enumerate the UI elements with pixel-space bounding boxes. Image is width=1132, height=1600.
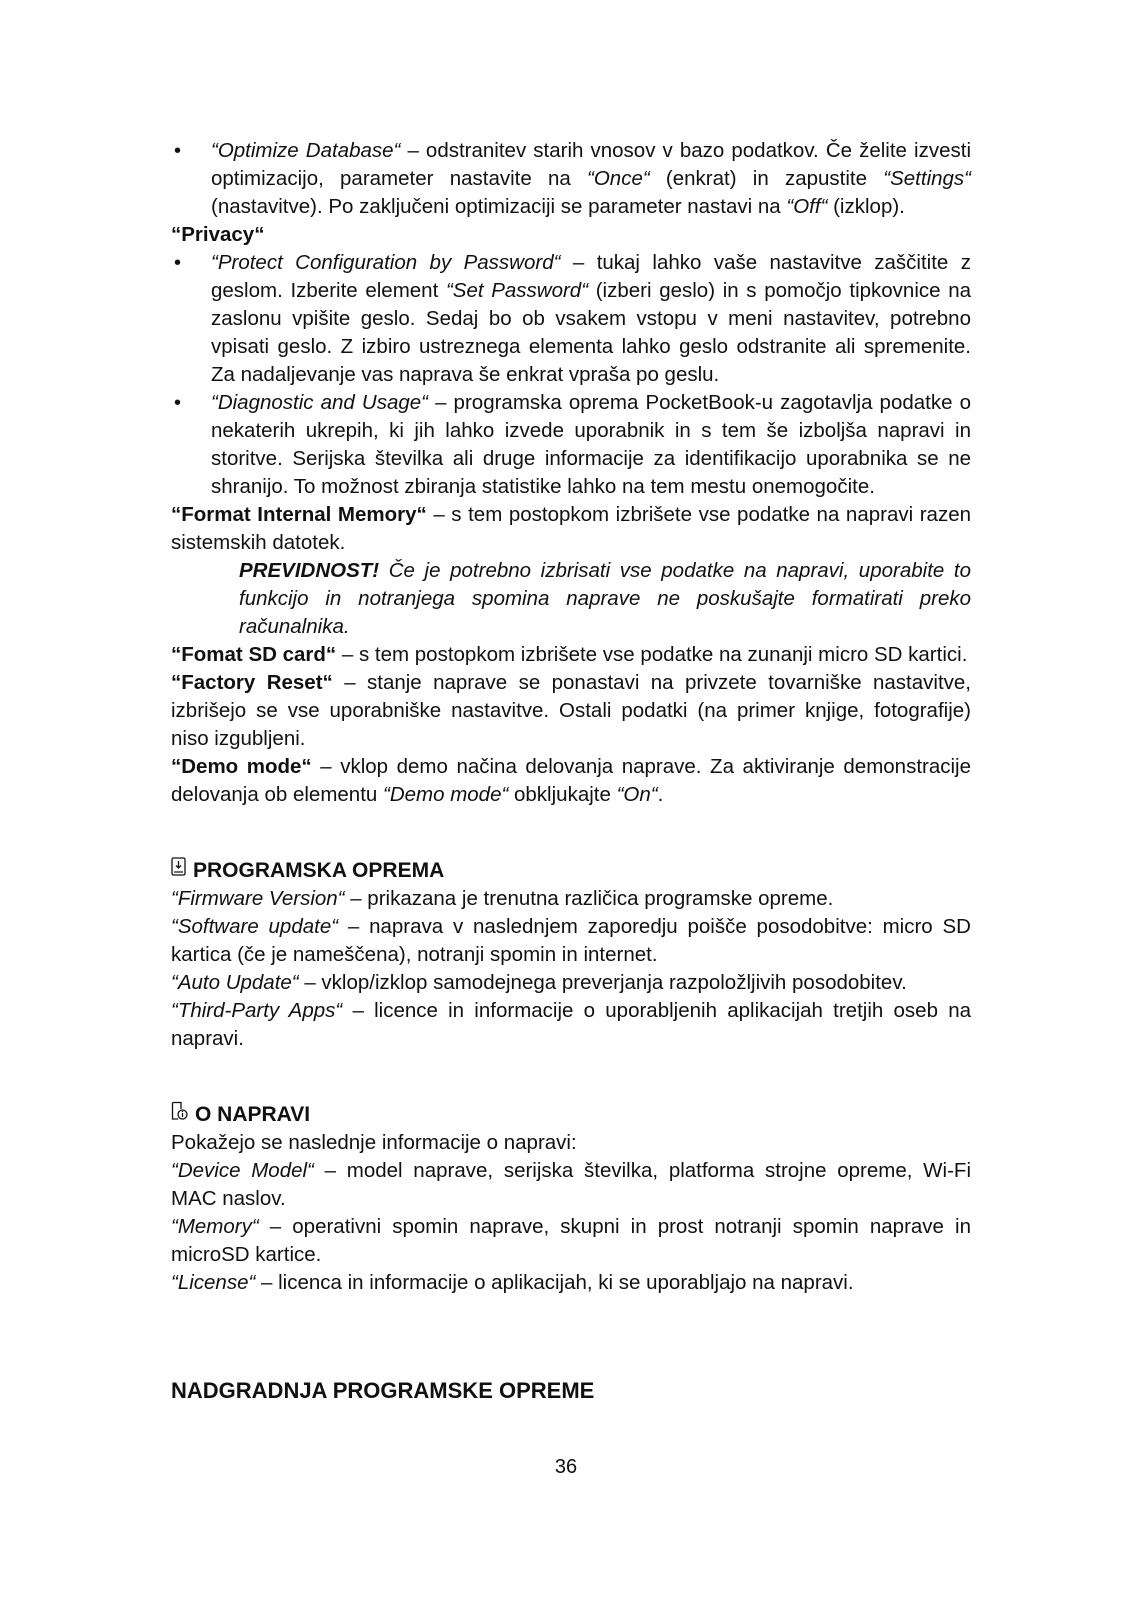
term: “License“: [171, 1271, 256, 1294]
term: “Memory“: [171, 1215, 259, 1238]
section-title: O NAPRAVI: [195, 1103, 311, 1126]
term: “Auto Update“: [171, 971, 299, 994]
privacy-heading: “Privacy“: [171, 223, 265, 246]
third-party-line: [171, 997, 971, 1053]
text: – tukaj lahko vaše nastavitve zaščitite z geslom. Izberite element: [211, 251, 971, 302]
term: “Third-Party Apps“: [171, 999, 343, 1022]
list-item: [171, 249, 971, 389]
text: – prikazana je trenutna različica programske opreme.: [344, 887, 834, 910]
page-content: [171, 137, 971, 1297]
text: – odstranitev starih vnosov v bazo podatkov. Če želite izvesti optimizacijo, parameter nastavite na: [211, 139, 971, 190]
list-item: [171, 137, 971, 221]
text: (izklop).: [827, 195, 905, 218]
text: (izberi geslo) in s pomočjo tipkovnice na zaslonu vpišite geslo. Sedaj bo ob vsakem vstopu v meni nastavitev, potrebno vpisati geslo. Z izbiro ustreznega elementa lahko geslo odstranite ali spremenite. Za nadaljevanje vas naprava še enkrat vpraša po geslu.: [211, 279, 971, 386]
section-title: PROGRAMSKA OPREMA: [193, 859, 445, 882]
section-about: [171, 1101, 971, 1129]
text: – operativni spomin naprave, skupni in prost notranji spomin naprave in microSD kartice.: [171, 1215, 971, 1266]
license-line: [171, 1269, 971, 1297]
term: “Device Model“: [171, 1159, 314, 1182]
text: – naprava v naslednjem zaporedju poišče posodobitve: micro SD kartica (če je nameščena), notranji spomin in internet.: [171, 915, 971, 966]
term: “Factory Reset“: [171, 671, 333, 694]
download-icon: [171, 857, 187, 885]
term: “Off“: [786, 195, 828, 218]
term: “Settings“: [883, 167, 972, 190]
format-internal-paragraph: [171, 501, 971, 557]
factory-reset-paragraph: [171, 669, 971, 753]
term: “Firmware Version“: [171, 887, 345, 910]
term: “Protect Configuration by Password“: [211, 251, 561, 274]
page-number: 36: [554, 1456, 578, 1478]
term: “Optimize Database“: [211, 139, 401, 162]
text: .: [657, 783, 664, 806]
section-software: [171, 857, 971, 885]
text: – licence in informacije o uporabljenih aplikacijah tretjih oseb na napravi.: [171, 999, 971, 1050]
text: – model naprave, serijska številka, platforma strojne opreme, Wi-Fi MAC naslov.: [171, 1159, 971, 1210]
memory-line: [171, 1213, 971, 1269]
term: “Diagnostic and Usage“: [211, 391, 428, 414]
term: “Once“: [587, 167, 650, 190]
privacy-list: [171, 249, 971, 501]
upgrade-heading: NADGRADNJA PROGRAMSKE OPREME: [171, 1378, 595, 1403]
term: “Set Password“: [445, 279, 589, 302]
auto-update-line: [171, 969, 971, 997]
software-update-line: [171, 913, 971, 969]
demo-mode-paragraph: [171, 753, 971, 809]
firmware-version-line: [171, 885, 971, 913]
warning-label: PREVIDNOST!: [239, 559, 380, 582]
text: – vklop demo načina delovanja naprave. Za aktiviranje demonstracije delovanja ob elementu: [171, 755, 971, 806]
text: – programska oprema PocketBook-u zagotavlja podatke o nekaterih ukrepih, ki jih lahko izvede uporabnik in s tem še izboljša napravi in storitve. Serijska številka ali druge informacije za identifikacijo uporabnika se ne shranijo. To možnost zbiranja statistike lahko na tem mestu onemogočite.: [211, 391, 971, 498]
term: “Fomat SD card“: [171, 643, 337, 666]
optimize-list: [171, 137, 971, 221]
text: (enkrat) in zapustite: [649, 167, 884, 190]
list-item: [171, 389, 971, 501]
text: – licenca in informacije o aplikacijah, ki se uporabljajo na napravi.: [255, 1271, 854, 1294]
text: – s tem postopkom izbrišete vse podatke na zunanji micro SD kartici.: [336, 643, 968, 666]
text: (nastavitve). Po zaključeni optimizaciji se parameter nastavi na: [211, 195, 787, 218]
term: “On“: [616, 783, 658, 806]
about-intro: Pokažejo se naslednje informacije o napravi:: [171, 1131, 577, 1154]
text: obkljukajte: [508, 783, 617, 806]
term: “Format Internal Memory“: [171, 503, 427, 526]
warning-note: [171, 557, 971, 641]
device-model-line: [171, 1157, 971, 1213]
device-info-icon: [171, 1101, 189, 1129]
format-sd-paragraph: [171, 641, 971, 669]
text: – stanje naprave se ponastavi na privzete tovarniške nastavitve, izbrišejo se vse uporabniške nastavitve. Ostali podatki (na primer knjige, fotografije) niso izgubljeni.: [171, 671, 971, 750]
text: – vklop/izklop samodejnega preverjanja razpoložljivih posodobitev.: [298, 971, 907, 994]
term: “Software update“: [171, 915, 339, 938]
term: “Demo mode“: [383, 783, 509, 806]
text: Če je potrebno izbrisati vse podatke na napravi, uporabite to funkcijo in notranjega spomina naprave ne poskušajte formatirati preko računalnika.: [239, 559, 971, 638]
text: – s tem postopkom izbrišete vse podatke na napravi razen sistemskih datotek.: [171, 503, 971, 554]
term: “Demo mode“: [171, 755, 312, 778]
